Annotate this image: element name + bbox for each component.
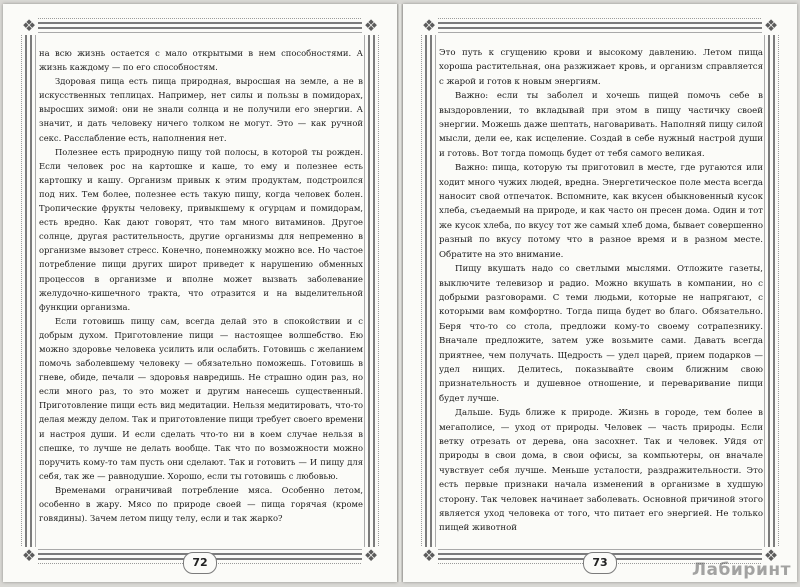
paragraph: Временами ограничивай потребление мяса. Особенно летом, особенно в жару. Мясо по природе своей — пища горячая (кроме говядины). Зачем летом пищу телу, если и так жарко?: [39, 484, 363, 524]
corner-ornament-icon: ❖: [763, 16, 779, 35]
corner-ornament-icon: ❖: [763, 546, 779, 565]
corner-ornament-icon: ❖: [421, 546, 437, 565]
corner-ornament-icon: ❖: [363, 546, 379, 565]
left-page-text: [39, 46, 363, 525]
page-number: 72: [183, 552, 217, 574]
corner-ornament-icon: ❖: [21, 16, 37, 35]
watermark-logo: Лабиринт: [691, 560, 791, 580]
paragraph: Полезнее есть природную пищу той полосы, в которой ты рожден. Если человек рос на картошке и каше, то ему и полезнее есть картошку и кашу. Организм привык к этим продуктам, подстроился под них. Тем более, полезнее есть такую пищу, когда человек болен. Тропические фрукты человеку, привыкшему к огурцам и помидорам, есть вредно. Как дают говорят, что там много витаминов. Другое солнце, другая растительность, другие организмы для непременно в организме вызовет стресс. Конечно, понемножку можно все. Но частое потребление пищи других широт приведет к нарушению обменных процессов в организме и вполне может вызвать заболевание желудочно-кишечного тракта, что отразится и на выделительной функции организма.: [39, 146, 363, 312]
left-page: [3, 4, 397, 582]
paragraph: Это путь к сгущению крови и высокому давлению. Летом пища хороша растительная, она разжижает кровь, и организм справляется с жарой и готов к новым энергиям.: [439, 48, 763, 87]
corner-ornament-icon: ❖: [21, 546, 37, 565]
page-number: 73: [583, 552, 617, 574]
paragraph: Если готовишь пищу сам, всегда делай это в спокойствии и с добрым духом. Приготовление пищи — настоящее волшебство. Ею можно здоровье человека усилить или ослабить. Готовишь с желанием помочь заболевшему человеку — обязательно поможешь. Готовишь в гневе, обиде, печали — здоровья навредишь. Не страшно один раз, но если много раз, то это может и другим нанесешь существенный. Приготовление пищи есть вид медитации. Нельзя медитировать, что-то делая между делом. Так и приготовление пищи требует своего времени и настроя души. И если сделать что-то ни в коем случае нельзя в спешке, то лучше не делать вообще. Так что по возможности можно поручить кому-то там пусть они сделают. Так и готовить — И пищу для себя, так же — равнодушие. Хорошо, если ты готовишь с любовью.: [39, 315, 363, 481]
corner-ornament-icon: ❖: [363, 16, 379, 35]
paragraph: Важно: пища, которую ты приготовил в месте, где ругаются или ходит много чужих людей, вредна. Энергетическое поле места всегда наносит свой отпечаток. Вспомните, как вкусен обыкновенный кусок хлеба, съедаемый на природе, и как часто он пресен дома. Один и тот же кусок хлеба, по вкусу тот же самый хлеб дома, бывает совершенно разный по вкусу потому что в разное время и в разном месте. Обратите на это внимание.: [439, 163, 763, 260]
paragraph: Пищу вкушать надо со светлыми мыслями. Отложите газеты, выключите телевизор и радио. Можно вкушать в компании, но с добрыми разговорами. С теми людьми, которые не напрягают, с которыми вам комфортно. Тогда пища будет во благо. Обязательно. Беря что-то со стола, предложи кому-то своему сотрапезнику. Вначале предложите, затем уже возьмите сами. Давать всегда приятнее, чем получать. Щедрость — удел царей, прием подарков — удел нищих. Делитесь, показывайте своим ближним свою признательность и душевное отношение, и переваривание пищи будет лучше.: [439, 264, 763, 404]
paragraph: Дальше. Будь ближе к природе. Жизнь в городе, тем более в мегаполисе, — уход от природы. Человек — часть природы. Если ветку отрезать от дерева, она засохнет. Так и человек. Уйдя от природы в свои дома, в свои офисы, за компьютеры, он вначале чувствует себя лучше. Меньше усталости, раздражительности. Это есть первые признаки начала изменений в организме в худшую сторону. Так человек начинает заболевать. Основной причиной этого является уход человека от того, что питает его энергией. Не только пищей животной: [439, 408, 763, 534]
paragraph: Здоровая пища есть пища природная, выросшая на земле, а не в искусственных теплицах. Например, нет силы и пользы в помидорах, выросших зимой: они не знали солнца и не получили его энергии. А значит, и дать человеку ничего толком не могут. Это — как ручной секс. Расслабление есть, наполнения нет.: [39, 76, 363, 143]
right-page: [403, 4, 797, 582]
paragraph: Важно: если ты заболел и хочешь пищей помочь себе в выздоровлении, то вкладывай при этом в пищу частичку своей энергии. Можешь даже шептать, наговаривать. Наполняй пищу силой мысли, дели ее, как исцеление. Создай в себе нужный настрой души и готовь. Вот тогда помощь будет от тебя самого великая.: [439, 91, 763, 159]
paragraph: на всю жизнь остается с мало открытыми в нем способностями. А жизнь каждому — по его способностям.: [39, 48, 363, 73]
corner-ornament-icon: ❖: [421, 16, 437, 35]
right-page-text: [439, 46, 763, 536]
